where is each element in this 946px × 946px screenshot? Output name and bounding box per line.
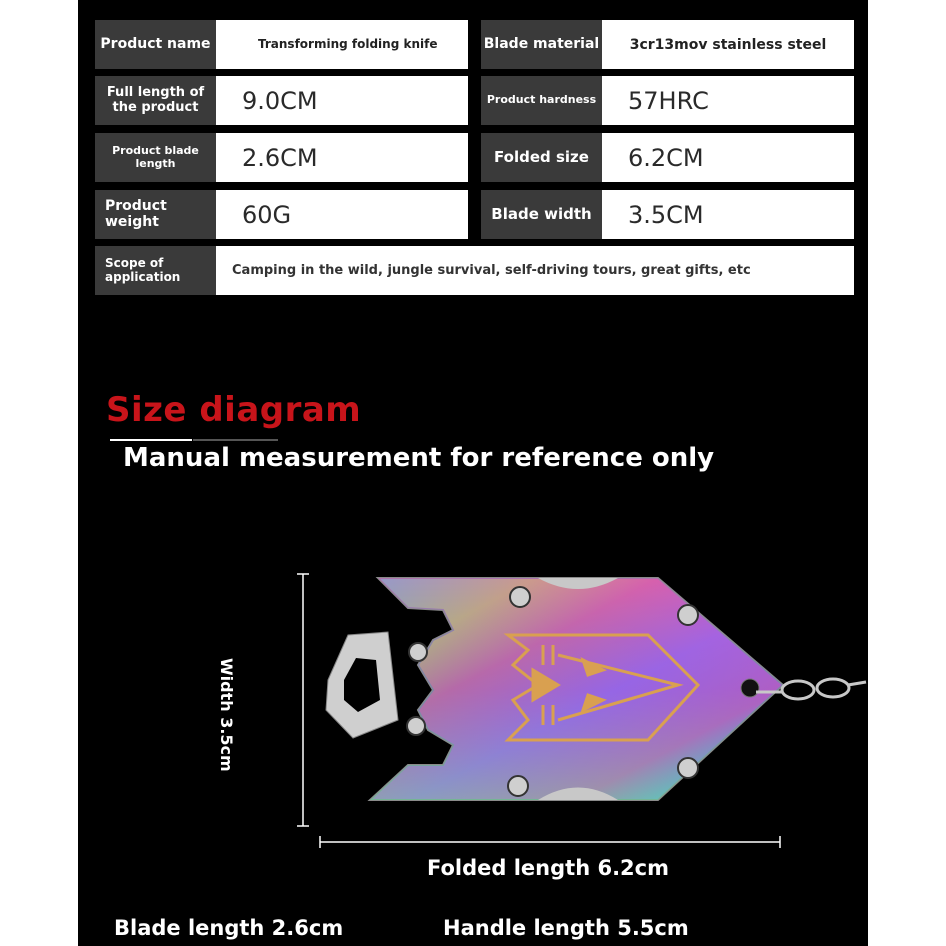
blade-length-label: Blade length 2.6cm <box>114 916 344 940</box>
spec-row-blade-width <box>481 190 854 239</box>
spec-label: Product hardness <box>481 76 602 125</box>
spec-row-blade-material <box>481 20 854 69</box>
spec-value: 3cr13mov stainless steel <box>602 20 854 69</box>
lanyard-hole <box>741 679 759 697</box>
spec-value: 3.5CM <box>602 190 854 239</box>
spec-label: Product blade length <box>95 133 216 182</box>
screw-icon <box>678 758 698 778</box>
folded-length-dimension-line <box>320 836 780 848</box>
size-diagram-title: Size diagram <box>106 390 362 430</box>
folded-length-label: Folded length 6.2cm <box>427 856 669 880</box>
handle-length-label: Handle length 5.5cm <box>443 916 689 940</box>
screw-icon <box>510 587 530 607</box>
screw-icon <box>508 776 528 796</box>
screw-icon <box>409 643 427 661</box>
spec-row-full-length <box>95 76 468 125</box>
spec-value: Transforming folding knife <box>216 20 468 69</box>
spec-value: 2.6CM <box>216 133 468 182</box>
screw-icon <box>678 605 698 625</box>
title-underline <box>110 439 192 441</box>
spec-row-hardness <box>481 76 854 125</box>
spec-row-scope <box>95 246 854 295</box>
spec-value: 9.0CM <box>216 76 468 125</box>
screw-icon <box>407 717 425 735</box>
title-underline-faint <box>193 439 278 441</box>
spec-value: 6.2CM <box>602 133 854 182</box>
knife-illustration <box>258 560 868 850</box>
measurement-note: Manual measurement for reference only <box>123 443 715 473</box>
spec-label: Folded size <box>481 133 602 182</box>
product-detail-panel <box>78 0 868 946</box>
spec-value: Camping in the wild, jungle survival, self-driving tours, great gifts, etc <box>216 246 854 295</box>
spec-row-product-name <box>95 20 468 69</box>
spec-value: 57HRC <box>602 76 854 125</box>
spec-value: 60G <box>216 190 468 239</box>
spec-row-weight <box>95 190 468 239</box>
spec-label: Scope of application <box>95 246 216 295</box>
spec-label: Product weight <box>95 190 216 239</box>
width-label: Width 3.5cm <box>217 658 236 772</box>
spec-label: Blade material <box>481 20 602 69</box>
spec-label: Product name <box>95 20 216 69</box>
spec-label: Blade width <box>481 190 602 239</box>
spec-row-blade-length <box>95 133 468 182</box>
spec-label: Full length of the product <box>95 76 216 125</box>
width-dimension-line <box>297 574 309 826</box>
spec-row-folded-size <box>481 133 854 182</box>
